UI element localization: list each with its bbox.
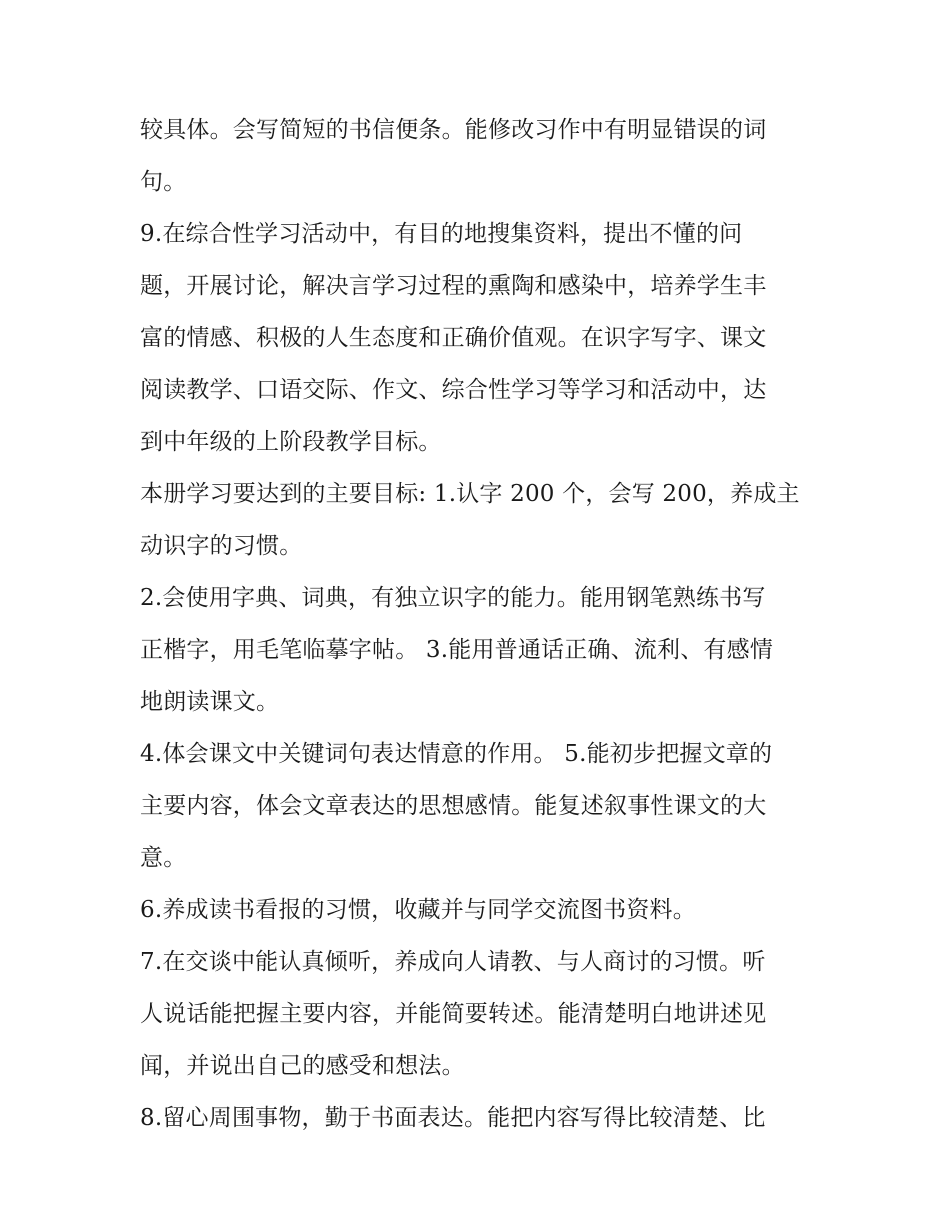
text-line: 较具体。会写简短的书信便条。能修改习作中有明显错误的词	[140, 117, 767, 143]
text-line: 本册学习要达到的主要目标: 1.认字 200 个，会写 200，养成主	[140, 481, 800, 507]
text-line: 2.会使用字典、词典，有独立识字的能力。能用钢笔熟练书写	[140, 585, 766, 611]
text-line: 动识字的习惯。	[140, 533, 303, 559]
text-line: 题，开展讨论，解决言学习过程的熏陶和感染中，培养学生丰	[140, 273, 767, 299]
text-line: 主要内容，体会文章表达的思想感情。能复述叙事性课文的大	[140, 793, 767, 819]
text-line: 句。	[140, 169, 187, 195]
text-line: 7.在交谈中能认真倾听，养成向人请教、与人商讨的习惯。听	[140, 949, 766, 975]
text-line: 闻，并说出自己的感受和想法。	[140, 1053, 465, 1079]
document-body	[140, 104, 820, 1144]
text-line: 6.养成读书看报的习惯，收藏并与同学交流图书资料。	[140, 897, 696, 923]
text-line: 到中年级的上阶段教学目标。	[140, 429, 442, 455]
text-line: 正楷字，用毛笔临摹字帖。 3.能用普通话正确、流利、有感情	[140, 637, 774, 663]
text-line: 9.在综合性学习活动中，有目的地搜集资料，提出不懂的问	[140, 221, 743, 247]
text-line: 人说话能把握主要内容，并能简要转述。能清楚明白地讲述见	[140, 1001, 767, 1027]
text-line: 富的情感、积极的人生态度和正确价值观。在识字写字、课文	[140, 325, 767, 351]
text-line: 8.留心周围事物，勤于书面表达。能把内容写得比较清楚、比	[140, 1105, 766, 1131]
text-line: 4.体会课文中关键词句表达情意的作用。 5.能初步把握文章的	[140, 741, 773, 767]
text-line: 地朗读课文。	[140, 689, 280, 715]
text-line: 意。	[140, 845, 187, 871]
text-line: 阅读教学、口语交际、作文、综合性学习等学习和活动中，达	[140, 377, 767, 403]
